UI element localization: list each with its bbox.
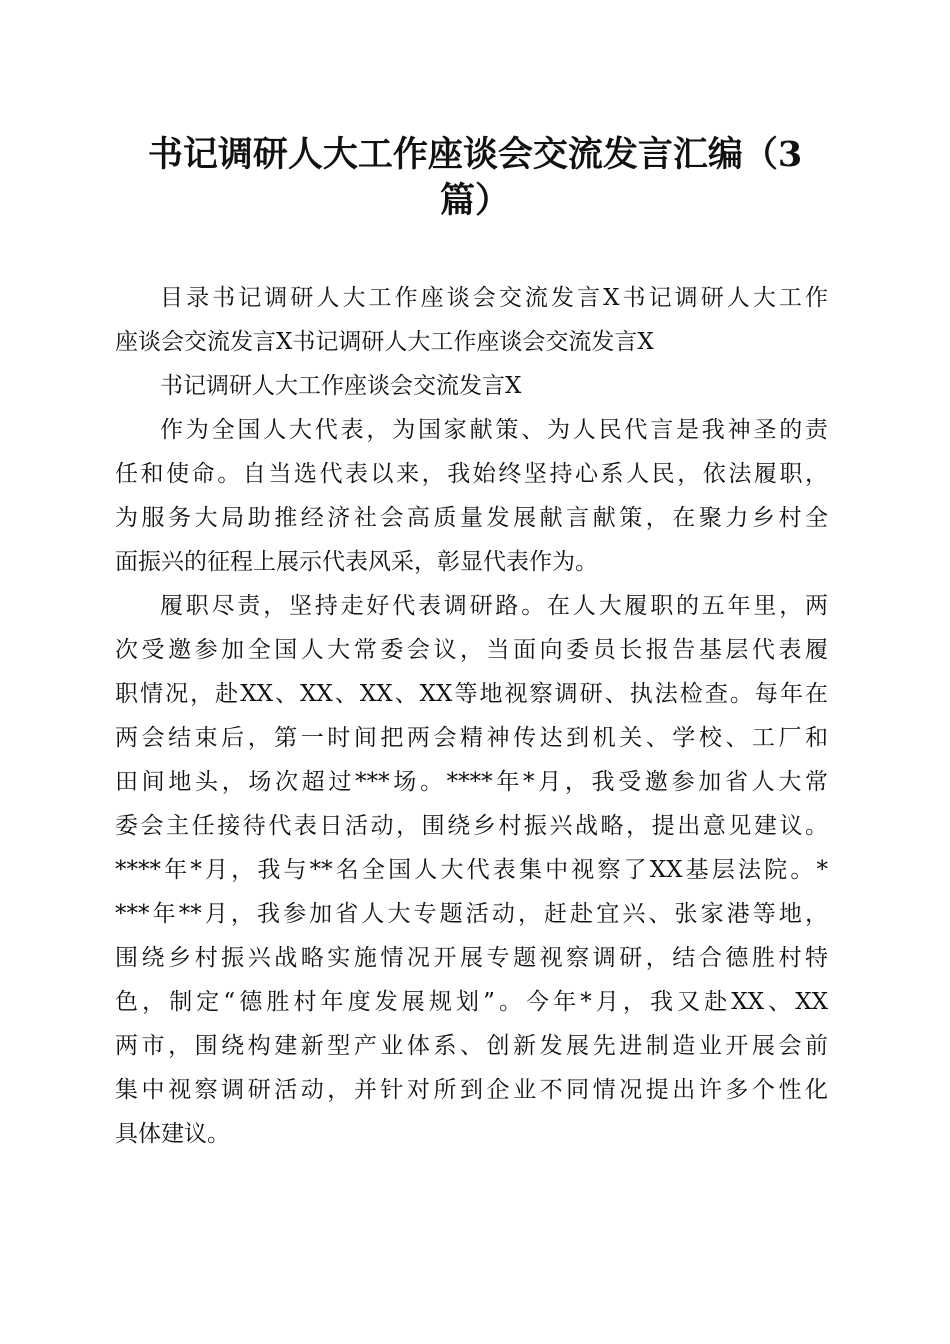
text-line: 次受邀参加全国人大常委会议，当面向委员长报告基层代表履 xyxy=(115,637,828,663)
text-line: 两市，围绕构建新型产业体系、创新发展先进制造业开展会前 xyxy=(115,1033,828,1059)
text-line: 为服务大局助推经济社会高质量发展献言献策，在聚力乡村全 xyxy=(115,505,828,531)
paragraph xyxy=(115,408,828,584)
text-line: 任和使命。自当选代表以来，我始终坚持心系人民，依法履职， xyxy=(115,461,828,487)
text-line: 色，制定“德胜村年度发展规划”。今年*月，我又赴XX、XX xyxy=(115,989,828,1015)
text-line: 两会结束后，第一时间把两会精神传达到机关、学校、工厂和 xyxy=(115,725,828,751)
text-line: 面振兴的征程上展示代表风采，彰显代表作为。 xyxy=(115,549,598,575)
paragraph xyxy=(115,584,828,1156)
text-line: ***年**月，我参加省人大专题活动，赶赴宜兴、张家港等地， xyxy=(115,901,828,927)
text-line: ****年*月，我与**名全国人大代表集中视察了XX基层法院。* xyxy=(115,857,828,883)
text-line: 田间地头，场次超过***场。****年*月，我受邀参加省人大常 xyxy=(115,769,828,795)
text-line: 履职尽责，坚持走好代表调研路。在人大履职的五年里，两 xyxy=(160,593,828,619)
title-line: 书记调研人大工作座谈会交流发言汇编（3 xyxy=(147,134,803,175)
text-line: 职情况，赴XX、XX、XX、XX等地视察调研、执法检查。每年在 xyxy=(115,681,828,707)
text-line: 委会主任接待代表日活动，围绕乡村振兴战略，提出意见建议。 xyxy=(115,813,828,839)
text-line: 围绕乡村振兴战略实施情况开展专题视察调研，结合德胜村特 xyxy=(115,945,828,971)
text-line: 集中视察调研活动，并针对所到企业不同情况提出许多个性化 xyxy=(115,1077,828,1103)
text-line: 作为全国人大代表，为国家献策、为人民代言是我神圣的责 xyxy=(160,417,828,443)
document-body xyxy=(115,276,828,1156)
document-title xyxy=(120,132,830,224)
text-line: 具体建议。 xyxy=(115,1121,230,1147)
paragraph xyxy=(115,276,828,364)
text-line: 座谈会交流发言X书记调研人大工作座谈会交流发言X xyxy=(115,329,654,355)
text-line: 目录书记调研人大工作座谈会交流发言X书记调研人大工作 xyxy=(160,285,828,311)
paragraph xyxy=(115,364,828,408)
title-line: 篇） xyxy=(439,180,510,221)
text-line: 书记调研人大工作座谈会交流发言X xyxy=(160,373,522,399)
